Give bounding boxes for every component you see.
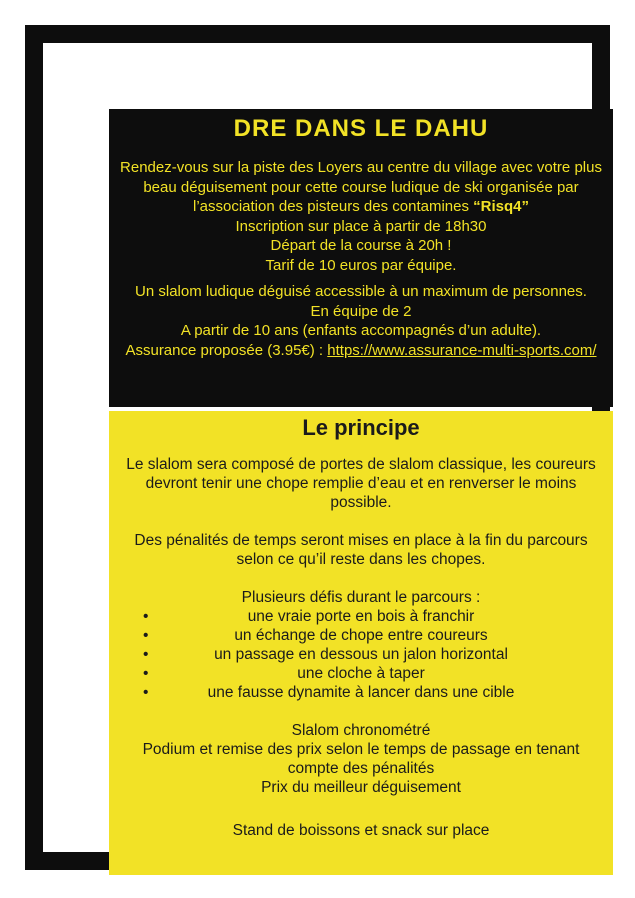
list-item — [117, 607, 605, 626]
bullet-icon — [143, 683, 148, 702]
list-item — [117, 645, 605, 664]
price-line: Tarif de 10 euros par équipe. — [265, 256, 457, 274]
challenge-text: une cloche à taper — [297, 665, 425, 682]
challenge-text: un passage en dessous un jalon horizontal — [214, 646, 508, 663]
team-line: En équipe de 2 — [310, 302, 412, 320]
timed-line: Slalom chronométré — [291, 722, 431, 739]
start-time-line: Départ de la course à 20h ! — [270, 237, 452, 254]
challenge-text: une fausse dynamite à lancer dans une cible — [207, 684, 515, 701]
insurance-label: Assurance proposée (3.95€) : — [125, 341, 328, 359]
intro-text: Rendez-vous sur la piste des Loyers au centre du village avec votre plus beau déguisement pour cette course ludique de ski organisée par l’association des pisteurs des contamines — [120, 159, 602, 215]
poster-title: DRE DANS LE DAHU — [233, 115, 489, 142]
insurance-link[interactable]: https://www.assurance-multi-sports.com/ — [327, 341, 597, 359]
intro-block — [119, 158, 603, 275]
challenge-text: un échange de chope entre coureurs — [234, 627, 488, 644]
list-item — [117, 664, 605, 683]
event-info-section — [109, 109, 613, 407]
poster-border-frame — [25, 25, 610, 870]
list-item — [117, 626, 605, 645]
age-line: A partir de 10 ans (enfants accompagnés d’un adulte). — [180, 322, 542, 339]
details-block — [119, 282, 603, 360]
bullet-icon — [143, 645, 148, 664]
bullet-icon — [143, 626, 148, 645]
registration-line: Inscription sur place à partir de 18h30 — [235, 217, 487, 235]
challenges-list — [117, 607, 605, 702]
podium-line: Podium et remise des prix selon le temps de passage en tenant compte des pénalités — [142, 741, 580, 777]
principle-paragraph-2: Des pénalités de temps seront mises en place à la fin du parcours selon ce qu’il reste dans les chopes. — [134, 532, 588, 568]
bullet-icon — [143, 607, 148, 626]
association-name: “Risq4” — [473, 198, 529, 215]
challenges-intro: Plusieurs défis durant le parcours : — [241, 589, 481, 606]
principle-paragraph-1: Le slalom sera composé de portes de slalom classique, les coureurs devront tenir une chope remplie d’eau et en renverser le moins possible. — [126, 456, 596, 511]
slalom-note-line: Un slalom ludique déguisé accessible à un maximum de personnes. — [135, 283, 587, 300]
principle-heading: Le principe — [302, 415, 420, 440]
bullet-icon — [143, 664, 148, 683]
list-item — [117, 683, 605, 702]
challenge-text: une vraie porte en bois à franchir — [247, 608, 475, 625]
insurance-line — [119, 341, 603, 361]
principle-section — [109, 411, 613, 875]
costume-prize-line: Prix du meilleur déguisement — [261, 779, 461, 796]
stand-line: Stand de boissons et snack sur place — [232, 822, 490, 839]
